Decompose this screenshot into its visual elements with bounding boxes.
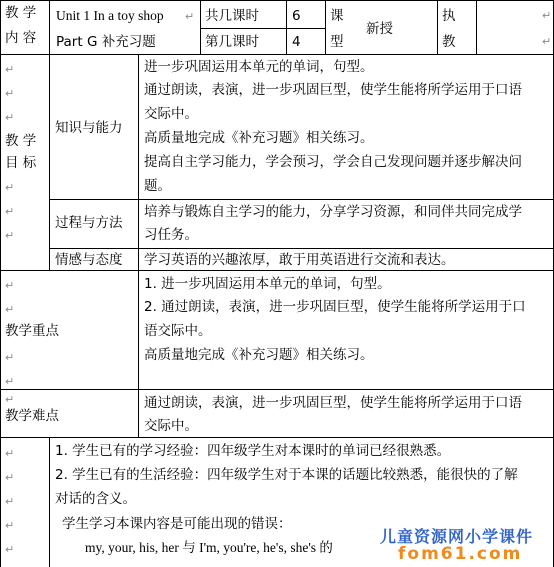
paragraph-mark: ↵ [185, 10, 195, 23]
knowledge-line: 高质量地完成《补充习题》相关练习。 [144, 130, 374, 146]
paragraph-mark: ↵ [5, 63, 15, 76]
paragraph-mark: ↵ [542, 35, 552, 48]
part-title: Part G 补充习题 [56, 34, 156, 50]
analysis-line: 学生学习本课内容是可能出现的错误： [62, 516, 292, 532]
emotion-line: 学习英语的兴趣浓厚，敢于用英语进行交流和表达。 [144, 252, 455, 268]
lesson-type-label-bottom: 型 [330, 34, 344, 50]
border-top [0, 0, 554, 1]
objectives-label-top: 教 学 [5, 133, 37, 149]
difficulties-line: 通过朗读，表演，进一步巩固巨型，使学生能将所学运用于口语 [144, 395, 522, 411]
watermark-url: fom61.com [398, 544, 523, 564]
key-points-line: 2. 通过朗读，表演，进一步巩固巨型，使学生能将所学运用于口 [144, 299, 526, 315]
col-divider-h3 [325, 0, 326, 54]
paragraph-mark: ↵ [5, 393, 15, 406]
col-divider-h4 [437, 0, 438, 54]
col-divider-label [49, 0, 50, 270]
row-divider-keypoints [0, 389, 554, 390]
knowledge-label: 知识与能力 [55, 120, 123, 136]
analysis-line: 对话的含义。 [55, 491, 136, 507]
paragraph-mark: ↵ [5, 87, 15, 100]
lesson-type-label-top: 课 [330, 8, 344, 24]
paragraph-mark: ↵ [5, 279, 15, 292]
row-divider-process [49, 248, 554, 249]
key-points-line: 1. 进一步巩固运用本单元的单词，句型。 [144, 276, 391, 292]
key-points-line: 语交际中。 [144, 323, 212, 339]
col-divider-label-lower [49, 437, 50, 567]
knowledge-line: 通过朗读，表演，进一步巩固巨型，使学生能将所学运用于口语 [144, 82, 522, 98]
row-divider-knowledge [49, 199, 554, 200]
row-divider-difficulties [0, 437, 554, 438]
paragraph-mark: ↵ [5, 543, 15, 556]
col-divider-h2 [286, 0, 287, 54]
col-divider-h1 [200, 0, 201, 54]
objectives-label-bottom: 目 标 [5, 155, 37, 171]
key-points-label: 教学重点 [5, 323, 59, 339]
row-divider-header-mid [200, 28, 325, 29]
content-label-bottom: 内 容 [5, 30, 37, 46]
analysis-line: my, your, his, her 与 I'm, you're, he's, she's 的 [85, 540, 333, 555]
total-lessons-label: 共几课时 [205, 8, 259, 24]
total-lessons-value: 6 [292, 8, 301, 24]
paragraph-mark: ↵ [542, 9, 552, 22]
paragraph-mark: ↵ [5, 205, 15, 218]
key-points-line: 高质量地完成《补充习题》相关练习。 [144, 347, 374, 363]
lesson-number-label: 第几课时 [205, 34, 259, 50]
difficulties-line: 交际中。 [144, 418, 198, 434]
emotion-label: 情感与态度 [55, 252, 123, 268]
process-line: 培养与锻炼自主学习的能力，分享学习资源，和同伴共同完成学 [144, 204, 522, 220]
analysis-line: 1. 学生已有的学习经验：四年级学生对本课时的单词已经很熟悉。 [55, 443, 451, 459]
process-label: 过程与方法 [55, 215, 123, 231]
row-divider-header [0, 54, 554, 55]
col-divider-h5 [476, 0, 477, 54]
lesson-type-value: 新授 [366, 21, 393, 37]
paragraph-mark: ↵ [5, 447, 15, 460]
paragraph-mark: ↵ [5, 351, 15, 364]
difficulties-label: 教学难点 [5, 408, 59, 424]
process-line: 习任务。 [144, 227, 198, 243]
unit-title: Unit 1 In a toy shop [56, 8, 164, 23]
content-label-top: 教 学 [5, 5, 37, 21]
knowledge-line: 提高自主学习能力，学会预习，学会自己发现问题并逐步解决问 [144, 154, 522, 170]
paragraph-mark: ↵ [5, 495, 15, 508]
row-divider-objectives [0, 270, 554, 271]
col-divider-difficulty [138, 389, 139, 437]
paragraph-mark: ↵ [5, 111, 15, 124]
paragraph-mark: ↵ [5, 471, 15, 484]
col-divider-subject [138, 54, 139, 389]
paragraph-mark: ↵ [5, 229, 15, 242]
paragraph-mark: ↵ [5, 303, 15, 316]
paragraph-mark: ↵ [5, 519, 15, 532]
knowledge-line: 交际中。 [144, 106, 198, 122]
watermark-text: 儿童资源网小学课件 [380, 527, 534, 546]
analysis-line: 2. 学生已有的生活经验：四年级学生对于本课的话题比较熟悉，能很快的了解 [55, 467, 518, 483]
border-left [0, 0, 1, 567]
paragraph-mark: ↵ [5, 375, 15, 388]
lesson-number-value: 4 [292, 34, 301, 50]
teacher-label-bottom: 教 [442, 34, 456, 50]
paragraph-mark: ↵ [5, 181, 15, 194]
teacher-label-top: 执 [442, 8, 456, 24]
knowledge-line: 题。 [144, 178, 171, 194]
knowledge-line: 进一步巩固运用本单元的单词，句型。 [144, 59, 374, 75]
